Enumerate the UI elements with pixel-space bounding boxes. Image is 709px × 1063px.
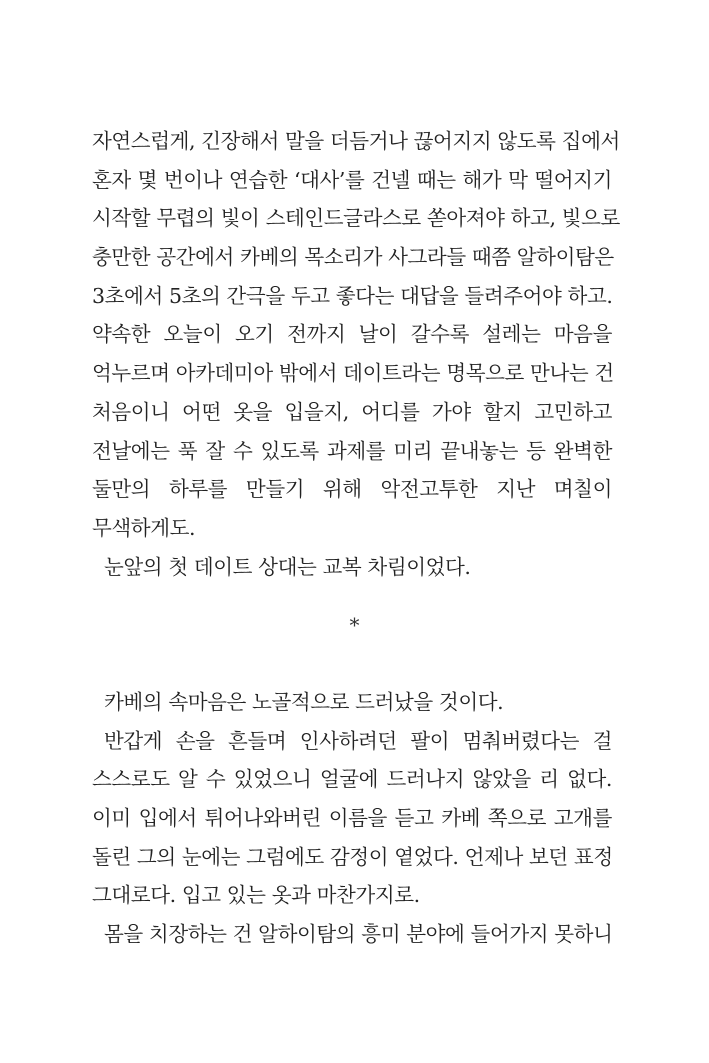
text-line: 몸을 치장하는 건 알하이탐의 흥미 분야에 들어가지 못하니 [104,922,613,947]
text-line: 카베의 속마음은 노골적으로 드러났을 것이다. [104,690,504,714]
text-line: 약속한 오늘이 오기 전까지 날이 갈수록 설레는 마음을 [92,322,612,347]
section-separator: * [349,613,360,637]
text-line: 스스로도 알 수 있었으니 얼굴에 드러나지 않았을 리 없다. [92,767,612,792]
text-line: 돌린 그의 눈에는 그럼에도 감정이 옅었다. 언제나 보던 표정 [92,844,613,869]
text-line: 전날에는 푹 잘 수 있도록 과제를 미리 끝내놓는 등 완벽한 [92,438,612,463]
text-line: 3초에서 5초의 간극을 두고 좋다는 대답을 들려주어야 하고. [92,283,613,308]
text-line: 시작할 무렵의 빛이 스테인드글라스로 쏟아져야 하고, 빛으로 [92,206,620,231]
paragraph-section-2 [92,683,612,954]
text-line: 눈앞의 첫 데이트 상대는 교복 차림이었다. [104,554,471,579]
text-line: 혼자 몇 번이나 연습한 ‘대사’를 건넬 때는 해가 막 떨어지기 [92,167,612,192]
text-line: 반갑게 손을 흔들며 인사하려던 팔이 멈춰버렸다는 걸 [104,728,612,753]
text-line: 처음이니 어떤 옷을 입을지, 어디를 가야 할지 고민하고 [92,399,612,424]
text-line: 억누르며 아카데미아 밖에서 데이트라는 명목으로 만나는 건 [92,361,614,386]
text-line: 이미 입에서 튀어나와버린 이름을 듣고 카베 쪽으로 고개를 [92,806,612,831]
text-line: 무색하게도. [92,515,196,540]
paragraph-section-1 [92,122,620,586]
text-line: 둘만의 하루를 만들기 위해 악전고투한 지난 며칠이 [92,477,612,502]
text-line: 충만한 공간에서 카베의 목소리가 사그라들 때쯤 알하이탐은 [92,245,614,270]
text-line: 그대로다. 입고 있는 옷과 마찬가지로. [92,883,420,908]
text-line: 자연스럽게, 긴장해서 말을 더듬거나 끊어지지 않도록 집에서 [92,129,620,153]
